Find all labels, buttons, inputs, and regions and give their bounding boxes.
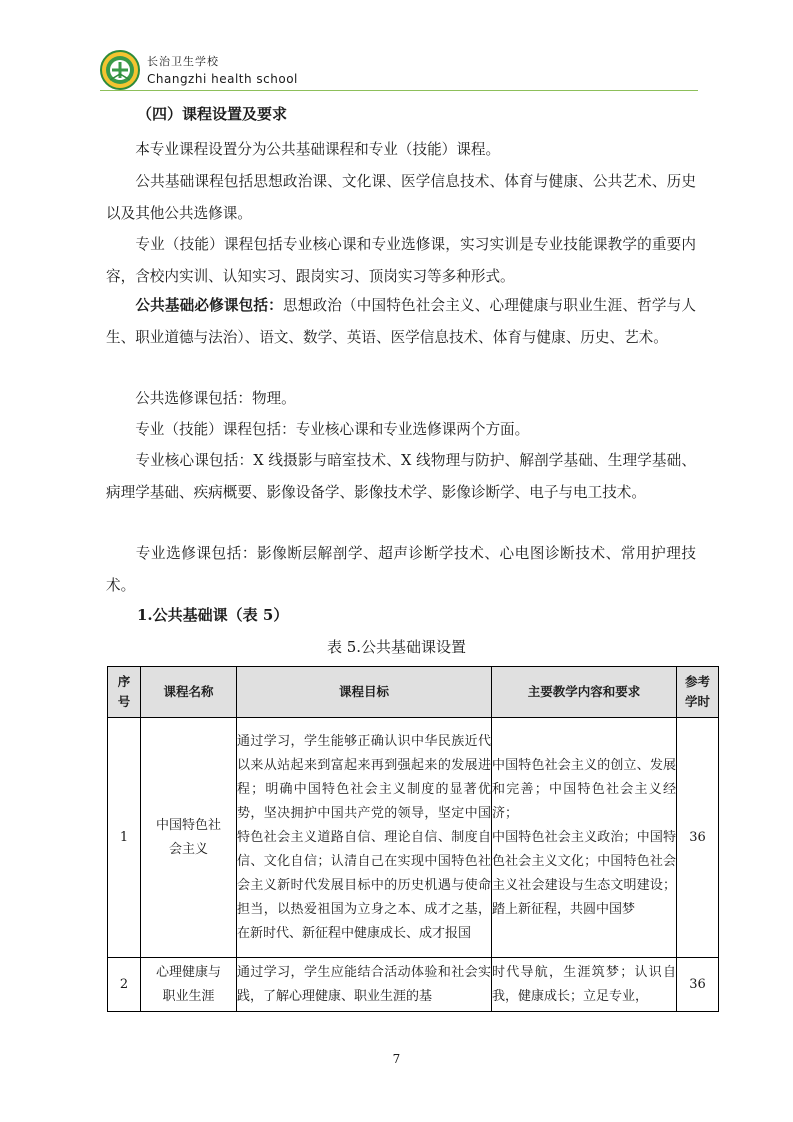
page-header	[100, 50, 698, 92]
row-hours: 36	[677, 958, 719, 1012]
header-course-name: 课程名称	[141, 667, 237, 718]
header-course-goal: 课程目标	[237, 667, 492, 718]
row-hours: 36	[677, 718, 719, 958]
paragraph-lead: 公共基础必修课包括：	[135, 297, 283, 314]
school-name-en: Changzhi health school	[147, 72, 298, 86]
row-goal: 通过学习，学生应能结合活动体验和社会实践，了解心理健康、职业生涯的基	[237, 958, 492, 1012]
table-caption: 表 5.公共基础课设置	[326, 638, 467, 656]
subsection-title: 1.公共基础课（表 5）	[137, 606, 289, 624]
row-goal: 通过学习，学生能够正确认识中华民族近代以来从站起来到富起来再到强起来的发展进程；明确中国特色社会主义制度的显著优势，坚决拥护中国共产党的领导，坚定中国特色社会主义道路自信、理论自信、制度自信、文化自信；认清自己在实现中国特色社会主义新时代发展目标中的历史机遇与使命担当，以热爱祖国为立身之本、成才之基，在新时代、新征程中健康成长、成才报国	[237, 718, 492, 958]
table-row	[108, 958, 719, 1012]
paragraph-3: 专业（技能）课程包括专业核心课和专业选修课，实习实训是专业技能课教学的重要内容，含校内实训、认知实习、跟岗实习、顶岗实习等多种形式。	[106, 236, 696, 285]
header-divider	[100, 90, 698, 91]
row-course-name: 中国特色社会主义	[141, 718, 237, 958]
paragraph-5: 公共选修课包括：物理。	[135, 390, 296, 407]
row-no: 2	[108, 958, 141, 1012]
row-content	[492, 718, 677, 958]
header-hours: 参考学时	[677, 667, 719, 718]
row-course-name: 心理健康与职业生涯	[141, 958, 237, 1012]
paragraph-1: 本专业课程设置分为公共基础课程和专业（技能）课程。	[135, 141, 501, 158]
table-header-row	[108, 667, 719, 718]
paragraph-2: 公共基础课程包括思想政治课、文化课、医学信息技术、体育与健康、公共艺术、历史以及其他公共选修课。	[106, 173, 696, 222]
row-content	[492, 958, 677, 1012]
page-number: 7	[392, 1052, 401, 1066]
header-no: 序号	[108, 667, 141, 718]
header-content: 主要教学内容和要求	[492, 667, 677, 718]
school-name-cn: 长治卫生学校	[147, 55, 219, 68]
course-table	[107, 666, 719, 1012]
paragraph-4: 公共基础必修课包括：思想政治（中国特色社会主义、心理健康与职业生涯、哲学与人生、职业道德与法治）、语文、数学、英语、医学信息技术、体育与健康、历史、艺术。	[106, 297, 696, 346]
paragraph-7: 专业核心课包括：X 线摄影与暗室技术、X 线物理与防护、解剖学基础、生理学基础、病理学基础、疾病概要、影像设备学、影像技术学、影像诊断学、电子与电工技术。	[106, 452, 696, 501]
table-row	[108, 718, 719, 958]
row-no: 1	[108, 718, 141, 958]
content-line: 时代导航，生涯筑梦；认识自我，健康成长；立足专业，	[492, 964, 676, 1004]
school-emblem-icon	[100, 50, 140, 90]
content-line: 中国特色社会主义政治；中国特色社会主义文化；中国特色社会主义社会建设与生态文明建设；踏上新征程，共圆中国梦	[492, 829, 676, 917]
content-line: 中国特色社会主义的创立、发展和完善；中国特色社会主义经济；	[492, 757, 676, 821]
paragraph-8: 专业选修课包括：影像断层解剖学、超声诊断学技术、心电图诊断技术、常用护理技术。	[106, 545, 696, 594]
paragraph-6: 专业（技能）课程包括：专业核心课和专业选修课两个方面。	[135, 421, 530, 438]
section-title: （四）课程设置及要求	[137, 105, 288, 123]
